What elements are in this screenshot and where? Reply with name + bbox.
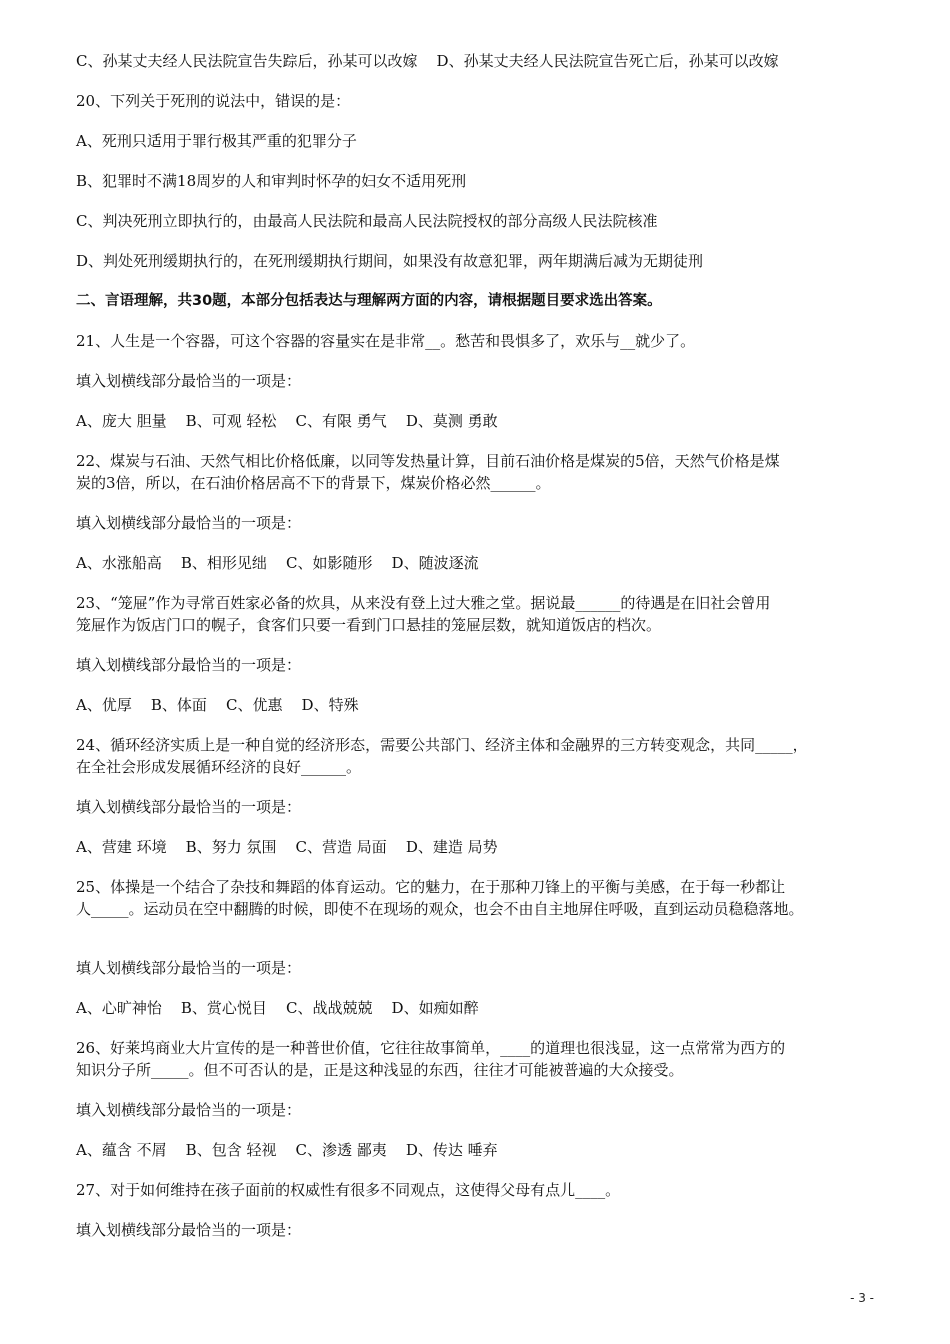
q25-options: A、心旷神怡 B、赏心悦目 C、战战兢兢 D、如痴如醉 bbox=[76, 999, 479, 1017]
q23-instruction: 填入划横线部分最恰当的一项是： bbox=[76, 656, 302, 674]
q26-instruction: 填入划横线部分最恰当的一项是： bbox=[76, 1101, 302, 1119]
q24-stem-line2: 在全社会形成发展循环经济的良好______。 bbox=[76, 758, 362, 776]
page-number: - 3 - bbox=[850, 1291, 874, 1305]
section-heading: 二、言语理解，共30题，本部分包括表达与理解两方面的内容，请根据题目要求选出答案。 bbox=[76, 293, 662, 309]
q24-options: A、营建 环境 B、努力 氛围 C、营造 局面 D、建造 局势 bbox=[76, 838, 498, 856]
q26-stem-line1: 26、好莱坞商业大片宣传的是一种普世价值，它往往故事简单，____的道理也很浅显，这一点常常为西方的 bbox=[76, 1039, 786, 1057]
q21-instruction: 填入划横线部分最恰当的一项是： bbox=[76, 372, 302, 390]
q26-stem-line2: 知识分子所_____。但不可否认的是，正是这种浅显的东西，往往才可能被普遍的大众接受。 bbox=[76, 1061, 684, 1079]
q20-option-c: C、判决死刑立即执行的，由最高人民法院和最高人民法院授权的部分高级人民法院核准 bbox=[76, 212, 658, 230]
q22-options: A、水涨船高 B、相形见绌 C、如影随形 D、随波逐流 bbox=[76, 554, 479, 572]
q27-stem: 27、对于如何维持在孩子面前的权威性有很多不同观点，这使得父母有点儿____。 bbox=[76, 1181, 621, 1199]
q27-instruction: 填入划横线部分最恰当的一项是： bbox=[76, 1221, 302, 1239]
q23-stem-line2: 笼屉作为饭店门口的幌子，食客们只要一看到门口悬挂的笼屉层数，就知道饭店的档次。 bbox=[76, 616, 662, 634]
q20-option-b: B、犯罪时不满18周岁的人和审判时怀孕的妇女不适用死刑 bbox=[76, 172, 467, 190]
q23-stem-line1: 23、“笼屉”作为寻常百姓家必备的炊具，从来没有登上过大雅之堂。据说最______的待遇是在旧社会曾用 bbox=[76, 594, 771, 612]
q22-instruction: 填入划横线部分最恰当的一项是： bbox=[76, 514, 302, 532]
q25-stem-line1: 25、体操是一个结合了杂技和舞蹈的体育运动。它的魅力，在于那种刀锋上的平衡与美感，在于每一秒都让 bbox=[76, 878, 786, 896]
q21-options: A、庞大 胆量 B、可观 轻松 C、有限 勇气 D、莫测 勇敢 bbox=[76, 412, 498, 430]
q26-options: A、蕴含 不屑 B、包含 轻视 C、渗透 鄙夷 D、传达 唾弃 bbox=[76, 1141, 498, 1159]
q25-instruction: 填人划横线部分最恰当的一项是： bbox=[76, 959, 302, 977]
document-body bbox=[76, 50, 886, 1241]
q25-stem-line2: 人_____。运动员在空中翻腾的时候，即使不在现场的观众，也会不由自主地屏住呼吸，直到运动员稳稳落地。 bbox=[76, 900, 804, 918]
q19-option-cd: C、孙某丈夫经人民法院宣告失踪后，孙某可以改嫁 D、孙某丈夫经人民法院宣告死亡后，孙某可以改嫁 bbox=[76, 52, 779, 70]
q22-stem-line1: 22、煤炭与石油、天然气相比价格低廉，以同等发热量计算，目前石油价格是煤炭的5倍，天然气价格是煤 bbox=[76, 452, 780, 470]
q22-stem-line2: 炭的3倍，所以，在石油价格居高不下的背景下，煤炭价格必然______。 bbox=[76, 474, 551, 492]
q20-option-d: D、判处死刑缓期执行的，在死刑缓期执行期间，如果没有故意犯罪，两年期满后减为无期徒刑 bbox=[76, 252, 704, 270]
q20-stem: 20、下列关于死刑的说法中，错误的是： bbox=[76, 92, 351, 110]
q24-stem-line1: 24、循环经济实质上是一种自觉的经济形态，需要公共部门、经济主体和金融界的三方转变观念，共同_____， bbox=[76, 736, 808, 754]
q23-options: A、优厚 B、体面 C、优惠 D、特殊 bbox=[76, 696, 359, 714]
q24-instruction: 填入划横线部分最恰当的一项是： bbox=[76, 798, 302, 816]
q20-option-a: A、死刑只适用于罪行极其严重的犯罪分子 bbox=[76, 132, 357, 150]
q21-stem: 21、人生是一个容器，可这个容器的容量实在是非常__。愁苦和畏惧多了，欢乐与__就少了。 bbox=[76, 332, 696, 350]
